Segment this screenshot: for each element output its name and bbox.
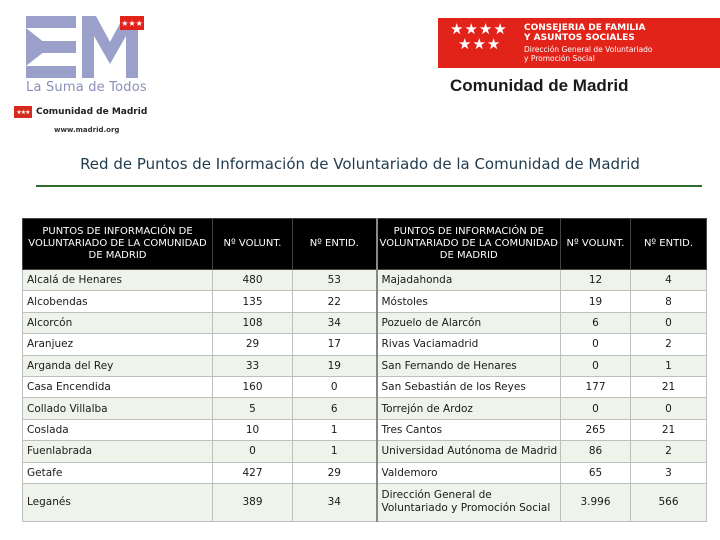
entities-right: 8 [631,291,707,312]
entities-left: 17 [293,334,377,355]
volunteers-right: 177 [561,376,631,397]
em-logo-icon [26,16,144,78]
volunteers-left: 0 [213,441,293,462]
table-row [23,462,707,483]
entities-right: 0 [631,398,707,419]
volunteers-left: 480 [213,270,293,291]
entities-right: 4 [631,270,707,291]
entities-right: 21 [631,419,707,440]
entities-right: 3 [631,462,707,483]
table-row [23,355,707,376]
entities-right: 566 [631,483,707,521]
volunteers-left: 135 [213,291,293,312]
point-name-right: Universidad Autónoma de Madrid [377,441,561,462]
volunteers-left: 10 [213,419,293,440]
volunteers-left: 5 [213,398,293,419]
volunteers-right: 0 [561,398,631,419]
brand-wordmark: Comunidad de Madrid [450,76,629,95]
entities-left: 6 [293,398,377,419]
point-name-right: Móstoles [377,291,561,312]
volunteers-left: 160 [213,376,293,397]
volunteers-left: 389 [213,483,293,521]
consejeria-banner [438,18,720,68]
point-name-left: Alcalá de Henares [23,270,213,291]
entities-right: 2 [631,334,707,355]
entities-left: 53 [293,270,377,291]
point-name-left: Alcorcón [23,312,213,333]
table-row [23,270,707,291]
header-entid-left: Nº ENTID. [293,219,377,270]
point-name-left: Arganda del Rey [23,355,213,376]
point-name-left: Fuenlabrada [23,441,213,462]
header-points-left: PUNTOS DE INFORMACIÓN DE VOLUNTARIADO DE LA COMUNIDAD DE MADRID [23,219,213,270]
volunteers-right: 265 [561,419,631,440]
point-name-right: Tres Cantos [377,419,561,440]
volunteers-left: 108 [213,312,293,333]
entities-right: 21 [631,376,707,397]
banner-subtitle: Dirección General de Voluntariado y Promoción Social [524,45,653,63]
volunteers-right: 0 [561,334,631,355]
volunteers-right: 86 [561,441,631,462]
entities-right: 2 [631,441,707,462]
point-name-right: Valdemoro [377,462,561,483]
point-name-right: San Fernando de Henares [377,355,561,376]
point-name-right: Majadahonda [377,270,561,291]
svg-text:★★★: ★★★ [121,19,143,28]
banner-title: CONSEJERIA DE FAMILIA Y ASUNTOS SOCIALES [524,23,646,43]
point-name-left: Leganés [23,483,213,521]
entities-left: 29 [293,462,377,483]
header-volunt-left: Nº VOLUNT. [213,219,293,270]
entities-left: 1 [293,441,377,462]
volunteers-right: 0 [561,355,631,376]
brand-url[interactable]: www.madrid.org [54,126,120,134]
entities-left: 34 [293,312,377,333]
points-table [22,218,707,522]
point-name-left: Coslada [23,419,213,440]
entities-right: 0 [631,312,707,333]
small-brand-label: Comunidad de Madrid [36,107,148,117]
volunteers-left: 33 [213,355,293,376]
table-row [23,441,707,462]
point-name-right: Torrejón de Ardoz [377,398,561,419]
point-name-right: San Sebastián de los Reyes [377,376,561,397]
volunteers-left: 29 [213,334,293,355]
volunteers-right: 12 [561,270,631,291]
table-row [23,398,707,419]
flag-icon: ★★★ [14,106,32,118]
volunteers-left: 427 [213,462,293,483]
logo-tagline: La Suma de Todos [26,80,147,95]
em-logo-block [16,14,182,134]
table-row [23,483,707,521]
entities-left: 34 [293,483,377,521]
table-row [23,291,707,312]
volunteers-right: 19 [561,291,631,312]
point-name-left: Casa Encendida [23,376,213,397]
page-title: Red de Puntos de Información de Voluntariado de la Comunidad de Madrid [80,155,640,173]
table-header-row [23,219,707,270]
table-row [23,334,707,355]
point-name-left: Aranjuez [23,334,213,355]
stars-icon: ★★★★ ★★★ [450,20,508,53]
entities-left: 22 [293,291,377,312]
entities-left: 1 [293,419,377,440]
header-volunt-right: Nº VOLUNT. [561,219,631,270]
volunteers-right: 6 [561,312,631,333]
title-divider [36,185,702,187]
entities-right: 1 [631,355,707,376]
table-row [23,376,707,397]
small-brand [14,106,147,118]
header-points-right: PUNTOS DE INFORMACIÓN DE VOLUNTARIADO DE LA COMUNIDAD DE MADRID [377,219,561,270]
point-name-right: Dirección General de Voluntariado y Promoción Social [377,483,561,521]
table-row [23,419,707,440]
header-entid-right: Nº ENTID. [631,219,707,270]
table-body [23,270,707,522]
point-name-left: Alcobendas [23,291,213,312]
entities-left: 19 [293,355,377,376]
table-row [23,312,707,333]
point-name-left: Collado Villalba [23,398,213,419]
point-name-left: Getafe [23,462,213,483]
volunteers-right: 3.996 [561,483,631,521]
point-name-right: Pozuelo de Alarcón [377,312,561,333]
volunteers-right: 65 [561,462,631,483]
entities-left: 0 [293,376,377,397]
point-name-right: Rivas Vaciamadrid [377,334,561,355]
